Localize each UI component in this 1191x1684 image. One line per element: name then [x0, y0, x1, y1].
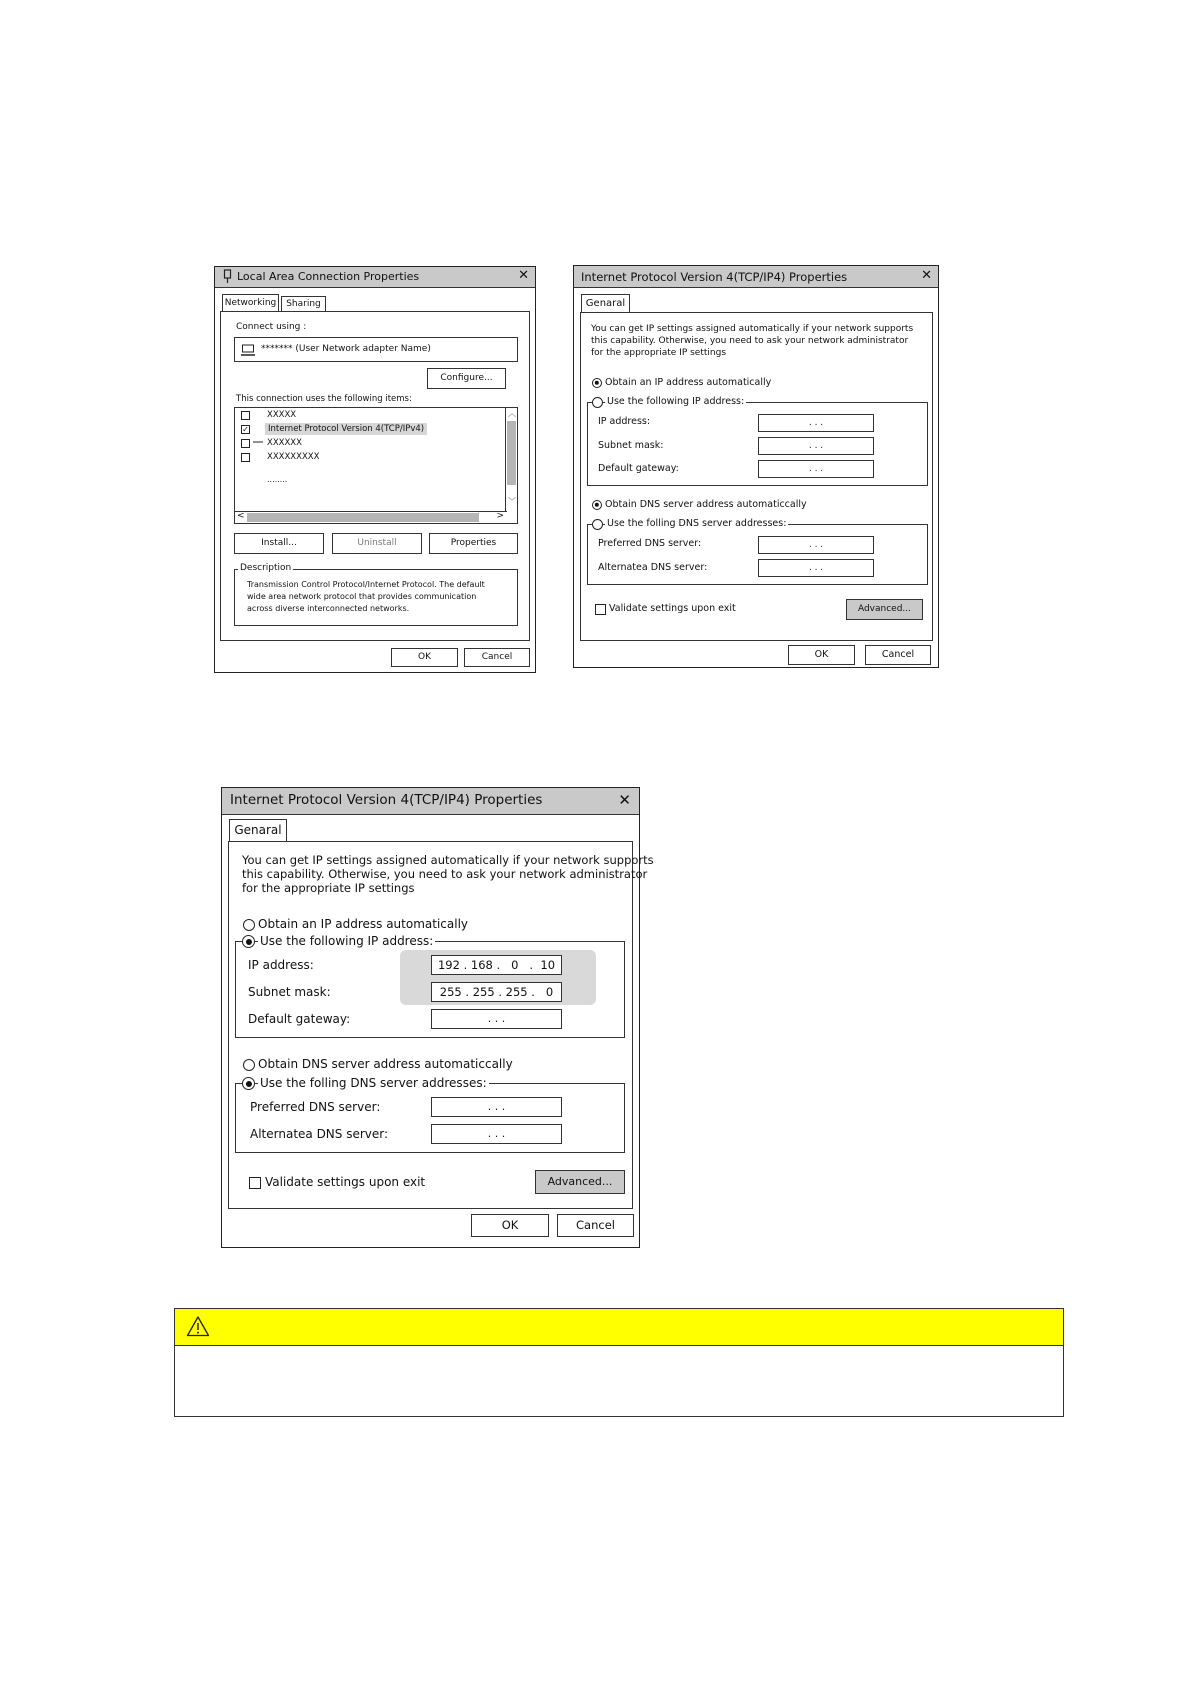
- dialog-titlebar[interactable]: [574, 266, 938, 288]
- use-following-dns-radio[interactable]: [592, 519, 603, 530]
- default-gateway-label: Default gateway:: [598, 463, 679, 474]
- item-checkbox[interactable]: [241, 453, 250, 462]
- ip-address-label: IP address:: [248, 958, 314, 972]
- ipv4-properties-dialog-static: [221, 787, 654, 1248]
- tab-general[interactable]: Genaral: [229, 819, 287, 842]
- close-icon[interactable]: ✕: [921, 268, 932, 283]
- list-item[interactable]: XXXXXX: [267, 438, 302, 448]
- items-list: [234, 407, 518, 524]
- warning-triangle-icon: [186, 1315, 210, 1341]
- list-item-selected[interactable]: Internet Protocol Version 4(TCP/IPv4): [265, 423, 427, 435]
- vertical-scrollbar[interactable]: [505, 408, 517, 511]
- horizontal-scrollbar[interactable]: [235, 511, 507, 523]
- general-panel: [580, 312, 933, 641]
- scrollbar-thumb[interactable]: [507, 421, 516, 485]
- static-dns-group: [235, 1076, 625, 1153]
- tab-networking[interactable]: Networking: [222, 294, 279, 312]
- dialog-title: Local Area Connection Properties: [237, 270, 420, 283]
- alternate-dns-label: Alternatea DNS server:: [250, 1127, 389, 1141]
- description-line: wide area network protocol that provides communication: [247, 592, 477, 601]
- uninstall-button[interactable]: Uninstall: [332, 533, 422, 554]
- item-checkbox[interactable]: [241, 439, 250, 448]
- preferred-dns-input[interactable]: . . .: [758, 536, 874, 554]
- tab-general[interactable]: Genaral: [581, 294, 630, 313]
- use-following-ip-radio[interactable]: [242, 935, 255, 948]
- default-gateway-input[interactable]: . . .: [758, 460, 874, 478]
- networking-panel: [220, 311, 530, 641]
- close-icon[interactable]: ✕: [618, 791, 631, 809]
- obtain-ip-auto-label[interactable]: Obtain an IP address automatically: [258, 917, 469, 931]
- close-icon[interactable]: ✕: [518, 268, 529, 283]
- advanced-button[interactable]: Advanced...: [535, 1170, 625, 1194]
- general-panel: [228, 841, 654, 1209]
- use-following-ip-label[interactable]: Use the following IP address:: [260, 934, 434, 948]
- cancel-button[interactable]: Cancel: [464, 648, 530, 667]
- obtain-dns-auto-radio[interactable]: [243, 1059, 255, 1071]
- ip-address-label: IP address:: [598, 416, 651, 427]
- properties-button[interactable]: Properties: [429, 533, 518, 554]
- use-following-dns-label[interactable]: Use the folling DNS server addresses:: [607, 518, 787, 529]
- obtain-dns-auto-label[interactable]: Obtain DNS server address automaticcally: [605, 499, 807, 510]
- dialog-title: Internet Protocol Version 4(TCP/IP4) Properties: [581, 270, 848, 284]
- alternate-dns-input[interactable]: . . .: [758, 559, 874, 577]
- description-line: Transmission Control Protocol/Internet Protocol. The default: [247, 580, 485, 589]
- computer-icon: [241, 342, 255, 361]
- static-ip-group: [587, 396, 928, 486]
- intro-line: You can get IP settings assigned automatically if your network supports: [242, 853, 654, 867]
- ipv4-properties-dialog-default: [573, 265, 939, 668]
- description-label: Description: [240, 563, 292, 573]
- static-dns-group: [587, 518, 928, 585]
- intro-line: for the appropriate IP settings: [242, 881, 415, 895]
- configure-button[interactable]: Configure...: [427, 368, 506, 389]
- advanced-button[interactable]: Advanced...: [846, 599, 923, 620]
- scrollbar-thumb-h[interactable]: [247, 513, 479, 522]
- cancel-button[interactable]: Cancel: [865, 645, 931, 665]
- list-item[interactable]: XXXXX: [267, 410, 297, 420]
- use-following-ip-label[interactable]: Use the following IP address:: [607, 396, 745, 407]
- list-item[interactable]: XXXXXXXXX: [267, 452, 320, 462]
- connect-using-label: Connect using :: [236, 322, 307, 332]
- local-area-connection-dialog: [214, 266, 536, 673]
- description-group: [234, 563, 518, 626]
- default-gateway-label: Default gateway:: [248, 1012, 351, 1026]
- validate-checkbox[interactable]: [595, 604, 606, 615]
- network-plug-icon: [223, 269, 232, 288]
- obtain-dns-auto-label[interactable]: Obtain DNS server address automaticcally: [258, 1057, 513, 1071]
- validate-label[interactable]: Validate settings upon exit: [265, 1175, 426, 1189]
- adapter-field: [234, 337, 518, 362]
- alternate-dns-label: Alternatea DNS server:: [598, 562, 708, 573]
- item-checkbox[interactable]: [241, 411, 250, 420]
- scroll-left-icon[interactable]: <: [237, 511, 245, 521]
- obtain-ip-auto-label[interactable]: Obtain an IP address automatically: [605, 377, 772, 388]
- ip-address-input[interactable]: . . .: [758, 414, 874, 432]
- subnet-mask-label: Subnet mask:: [598, 440, 664, 451]
- item-checkbox-checked[interactable]: ✓: [242, 425, 249, 434]
- scroll-right-icon[interactable]: >: [496, 511, 504, 521]
- dialog-titlebar[interactable]: [222, 788, 639, 815]
- obtain-ip-auto-radio[interactable]: [592, 378, 602, 388]
- list-item-more: ........: [267, 475, 288, 484]
- tab-sharing[interactable]: Sharing: [281, 296, 326, 312]
- subnet-mask-label: Subnet mask:: [248, 985, 331, 999]
- obtain-dns-auto-radio[interactable]: [592, 500, 602, 510]
- scroll-down-icon[interactable]: ﹀: [508, 497, 516, 506]
- use-following-dns-label[interactable]: Use the folling DNS server addresses:: [260, 1076, 487, 1090]
- protocol-icon: [253, 428, 263, 447]
- caution-box: [174, 1308, 1064, 1417]
- ok-button[interactable]: OK: [788, 645, 855, 665]
- scroll-up-icon[interactable]: ︿: [508, 409, 516, 418]
- default-gateway-input[interactable]: . . .: [431, 1009, 562, 1029]
- intro-line: this capability. Otherwise, you need to ask your network administrator: [242, 867, 648, 881]
- ok-button[interactable]: OK: [391, 648, 458, 667]
- alternate-dns-input[interactable]: . . .: [431, 1124, 562, 1144]
- items-label: This connection uses the following items:: [236, 394, 412, 404]
- validate-label[interactable]: Validate settings upon exit: [609, 603, 736, 614]
- adapter-name: ******* (User Network adapter Name): [261, 344, 431, 354]
- use-following-ip-radio[interactable]: [592, 397, 603, 408]
- description-line: across diverse interconnected networks.: [247, 604, 410, 613]
- subnet-mask-input[interactable]: . . .: [758, 437, 874, 455]
- dialog-title: Internet Protocol Version 4(TCP/IP4) Properties: [230, 792, 543, 808]
- preferred-dns-input[interactable]: . . .: [431, 1097, 562, 1117]
- cancel-button[interactable]: Cancel: [557, 1214, 634, 1237]
- intro-line: this capability. Otherwise, you need to ask your network administrator: [591, 336, 909, 346]
- preferred-dns-label: Preferred DNS server:: [598, 538, 702, 549]
- ip-address-input[interactable]: 192 . 168 . 0 . 10: [431, 955, 562, 975]
- subnet-mask-input[interactable]: 255 . 255 . 255 . 0: [431, 982, 562, 1002]
- obtain-ip-auto-radio[interactable]: [243, 919, 255, 931]
- intro-line: You can get IP settings assigned automatically if your network supports: [591, 324, 914, 334]
- static-ip-group: [235, 934, 625, 1038]
- intro-line: for the appropriate IP settings: [591, 348, 727, 358]
- use-following-dns-radio[interactable]: [242, 1077, 255, 1090]
- caution-header: [175, 1309, 1063, 1346]
- install-button[interactable]: Install...: [234, 533, 324, 554]
- validate-checkbox[interactable]: [249, 1177, 261, 1189]
- ok-button[interactable]: OK: [471, 1214, 549, 1237]
- dialog-titlebar[interactable]: [215, 267, 535, 288]
- preferred-dns-label: Preferred DNS server:: [250, 1100, 381, 1114]
